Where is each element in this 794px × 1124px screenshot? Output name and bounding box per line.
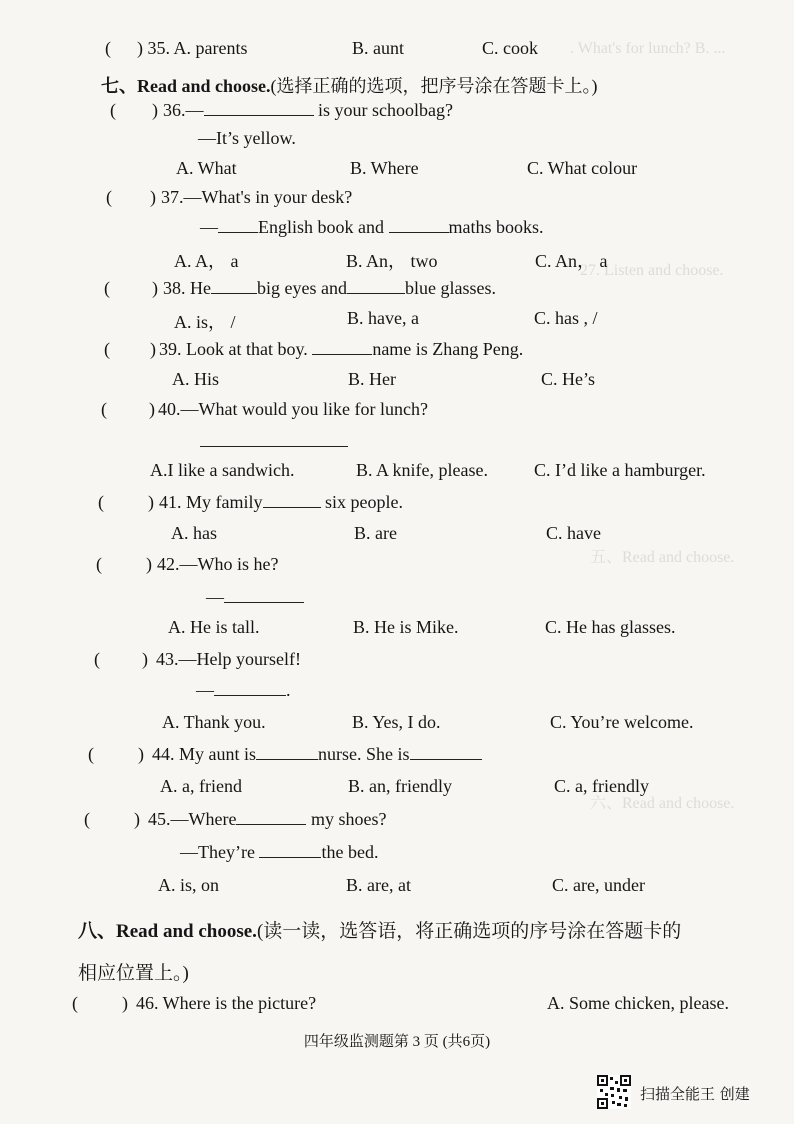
question-42: ( ) 42.—Who is he? bbox=[96, 554, 279, 574]
section-8-heading: 八、Read and choose.(读一读，选答语，将正确选项的序号涂在答题卡的 bbox=[78, 921, 682, 942]
q45-option-b: B. are, at bbox=[346, 875, 411, 895]
option-a: A. parents bbox=[173, 38, 248, 58]
question-37: ( ) 37.—What's in your desk? bbox=[106, 187, 353, 207]
q36-option-a: A. What bbox=[176, 158, 237, 178]
q45-option-a: A. is, on bbox=[158, 875, 220, 895]
q37-option-b: B. An， two bbox=[346, 251, 438, 271]
q41-option-a: A. has bbox=[171, 523, 217, 543]
q45-option-c: C. are, under bbox=[552, 875, 645, 895]
question-43: ( ) 43.—Help yourself! bbox=[94, 649, 301, 669]
q38-option-a: A. is， / bbox=[174, 312, 236, 332]
q36-option-c: C. What colour bbox=[527, 158, 638, 178]
q43-option-b: B. Yes, I do. bbox=[352, 712, 441, 732]
q44-option-b: B. an, friendly bbox=[348, 776, 452, 796]
question-44: ( ) 44. My aunt is nurse. She is bbox=[88, 744, 482, 765]
q41-option-b: B. are bbox=[354, 523, 397, 543]
question-36: ( ) 36.— is your schoolbag? bbox=[110, 100, 453, 120]
q37-option-a: A. A， a bbox=[174, 251, 239, 271]
q42-line2: — bbox=[206, 587, 304, 608]
question-41: ( ) 41. My family six people. bbox=[98, 492, 403, 512]
q37-option-c: C. An， a bbox=[535, 251, 608, 271]
q40-option-c: C. I’d like a hamburger. bbox=[534, 460, 706, 480]
q38-option-c: C. has , / bbox=[534, 308, 598, 328]
answer-paren[interactable]: ( bbox=[105, 38, 111, 58]
q42-option-a: A. He is tall. bbox=[168, 617, 260, 637]
question-40: ( ) 40.—What would you like for lunch? bbox=[101, 399, 428, 419]
q38-option-b: B. have, a bbox=[347, 308, 419, 328]
q40-option-b: B. A knife, please. bbox=[356, 460, 488, 480]
question-39: ( ) 39. Look at that boy. name is Zhang Peng. bbox=[104, 339, 524, 359]
qr-code-icon bbox=[597, 1075, 631, 1109]
page-footer: 四年级监测题第 3 页 (共6页) bbox=[303, 1034, 491, 1050]
question-45: ( ) 45.—Where my shoes? bbox=[84, 809, 387, 829]
q35-option-b: B. aunt bbox=[352, 38, 404, 58]
q36-answer: —It’s yellow. bbox=[198, 128, 296, 148]
question-35: ( ) 35. A. parents bbox=[105, 38, 248, 58]
q41-option-c: C. have bbox=[546, 523, 601, 543]
section-8-instruction-cont: 相应位置上。) bbox=[78, 963, 189, 984]
q36-option-b: B. Where bbox=[350, 158, 419, 178]
q43-option-c: C. You’re welcome. bbox=[550, 712, 694, 732]
q42-option-c: C. He has glasses. bbox=[545, 617, 676, 637]
q43-line2: — . bbox=[196, 680, 291, 700]
q35-option-c: C. cook bbox=[482, 38, 538, 58]
q46-option-a: A. Some chicken, please. bbox=[547, 993, 729, 1013]
q39-option-b: B. Her bbox=[348, 369, 396, 389]
scanner-watermark: 扫描全能王 创建 bbox=[640, 1085, 750, 1103]
question-46: ( ) 46. Where is the picture? bbox=[72, 993, 317, 1013]
q43-option-a: A. Thank you. bbox=[162, 712, 266, 732]
q39-option-a: A. His bbox=[172, 369, 220, 389]
question-38: ( ) 38. He big eyes and blue glasses. bbox=[104, 278, 496, 298]
q42-option-b: B. He is Mike. bbox=[353, 617, 459, 637]
q44-option-c: C. a, friendly bbox=[554, 776, 649, 796]
q44-option-a: A. a, friend bbox=[160, 776, 242, 796]
section-7-heading: 七、Read and choose.(选择正确的选项，把序号涂在答题卡上。) bbox=[101, 76, 598, 96]
q45-line2: —They’re the bed. bbox=[180, 842, 379, 862]
q37-line2: — English book and maths books. bbox=[200, 217, 544, 237]
q40-option-a: A.I like a sandwich. bbox=[150, 460, 295, 480]
q39-option-c: C. He’s bbox=[541, 369, 595, 389]
q40-answer-blank bbox=[200, 432, 348, 447]
